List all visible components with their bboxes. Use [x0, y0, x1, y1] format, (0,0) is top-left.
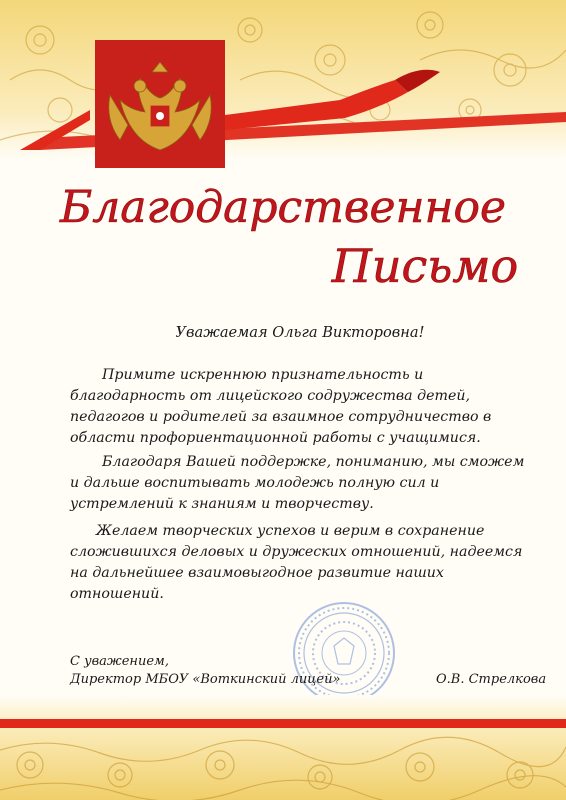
paragraph: Примите искреннюю признательность и благодарность от лицейского содружества детей, педагогов и родителей за взаимное сотрудничество в области профориентационной работы с учащимися.	[70, 367, 492, 446]
certificate-title	[0, 160, 566, 300]
official-seal	[288, 598, 400, 708]
bottom-ornament	[0, 695, 566, 800]
title-line-1: Благодарственное	[59, 182, 507, 233]
letter-body	[70, 322, 530, 608]
paragraph: Желаем творческих успехов и верим в сохранение сложившихся деловых и дружеских отношений, надеемся на дальнейшее взаимовыгодное развитие наших отношений.	[70, 523, 523, 602]
top-ornament	[0, 0, 566, 175]
title-line-2: Письмо	[331, 239, 519, 293]
russian-coat-of-arms-icon	[95, 40, 225, 168]
paragraph: Благодаря Вашей поддержке, пониманию, мы сможем и дальше воспитывать молодежь полную сил и устремлений к знаниям и творчеству.	[70, 454, 525, 512]
signer-position: Директор МБОУ «Воткинский лицей»	[70, 672, 341, 687]
closing-regards: С уважением,	[70, 654, 169, 669]
signer-name: О.В. Стрелкова	[436, 672, 547, 687]
greeting: Уважаемая Ольга Викторовна!	[175, 324, 425, 341]
